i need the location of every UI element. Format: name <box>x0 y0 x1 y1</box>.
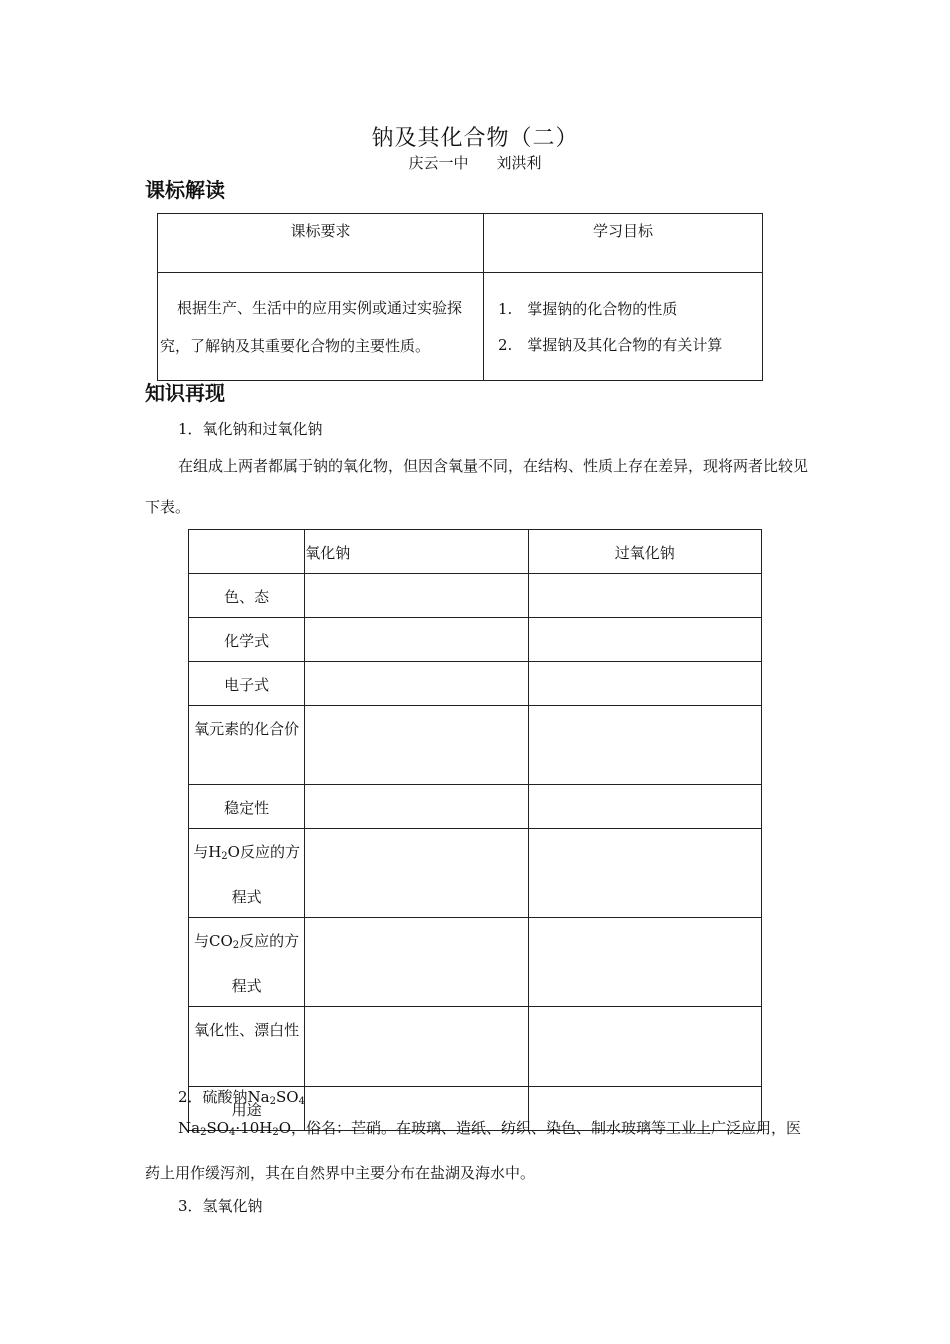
item3-title: 3．氢氧化钠 <box>178 1197 263 1215</box>
col-header-na2o: 氧化钠 <box>305 530 528 574</box>
row-label-co2-reaction: 与$CO_2$反应的方程式 <box>189 918 305 1007</box>
table-cell <box>528 785 761 829</box>
goals-cell <box>484 273 763 381</box>
table-cell <box>305 618 528 662</box>
col-header-goals: 学习目标 <box>484 214 763 273</box>
item1-intro: 在组成上两者都属于钠的氧化物，但因含氧量不同，在结构、性质上存在差异，现将两者比较见下表。 <box>145 457 809 516</box>
table-cell <box>528 918 761 1007</box>
row-label-stability: 稳定性 <box>189 785 305 829</box>
author-name: 刘洪利 <box>496 154 542 172</box>
row-label-oxygen-valence: 氧元素的化合价 <box>189 706 305 785</box>
table-cell <box>305 706 528 785</box>
section-heading-knowledge: 知识再现 <box>145 381 225 405</box>
table-cell <box>528 662 761 706</box>
corner-cell <box>189 530 305 574</box>
row-label-color-state: 色、态 <box>189 574 305 618</box>
table-cell <box>305 662 528 706</box>
table-cell <box>528 574 761 618</box>
col-header-na2o2: 过氧化钠 <box>528 530 761 574</box>
row-label-water-reaction: 与$H_2O$反应的方程式 <box>189 829 305 918</box>
table-cell <box>305 1007 528 1087</box>
item1-title: 1．氧化钠和过氧化钠 <box>178 420 323 438</box>
row-label-formula: 化学式 <box>189 618 305 662</box>
row-label-uses: 用途 <box>189 1087 305 1131</box>
row-label-oxidizing-bleaching: 氧化性、漂白性 <box>189 1007 305 1087</box>
author-line <box>0 152 950 173</box>
goal-item-2: 2. 掌握钠及其化合物的有关计算 <box>498 335 723 354</box>
author-school: 庆云一中 <box>408 154 469 172</box>
table-cell <box>528 706 761 785</box>
col-header-requirement: 课标要求 <box>158 214 484 273</box>
item2-text: $Na_2SO_4\cdot 10H_2O$，俗名：芒硝。在玻璃、造纸、纺织、染色、制水玻璃等工业上广泛应用，医药上用作缓泻剂，其在自然界中主要分布在盐湖及海水中。 <box>145 1119 802 1182</box>
section-heading-curriculum: 课标解读 <box>145 178 225 202</box>
table-cell <box>305 785 528 829</box>
table-cell <box>305 829 528 918</box>
oxide-comparison-table <box>188 529 762 1131</box>
table-cell <box>305 574 528 618</box>
requirement-text: 根据生产、生活中的应用实例或通过实验探究，了解钠及其重要化合物的主要性质。 <box>158 273 484 381</box>
curriculum-table <box>157 213 763 381</box>
table-cell <box>528 1007 761 1087</box>
table-cell <box>528 829 761 918</box>
goal-item-1: 1. 掌握钠的化合物的性质 <box>498 299 678 318</box>
page-title: 钠及其化合物（二） <box>371 126 579 151</box>
table-cell <box>305 918 528 1007</box>
item2-title: 2．硫酸钠$Na_2SO_4$ <box>178 1088 305 1107</box>
row-label-electron-formula: 电子式 <box>189 662 305 706</box>
table-cell <box>528 618 761 662</box>
